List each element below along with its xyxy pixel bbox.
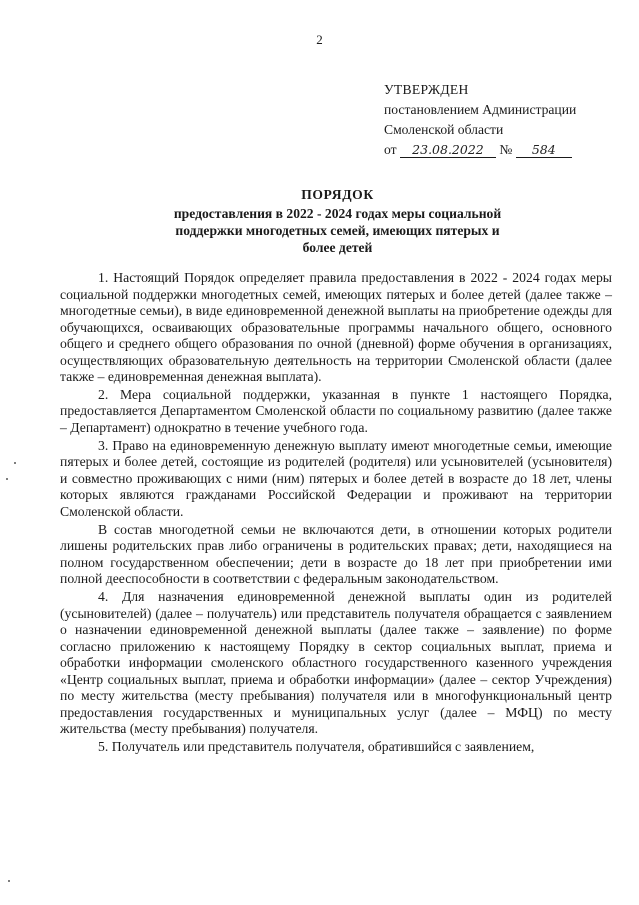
approval-line-resolution: постановлением Администрации [384,102,577,117]
scan-speck [6,478,8,480]
title-subtitle-line-2: поддержки многодетных семей, имеющих пятерых и [175,223,500,238]
scan-speck [8,880,10,882]
approval-line-region: Смоленской области [384,122,504,137]
scan-speck [14,462,16,464]
title-subtitle-line-1: предоставления в 2022 - 2024 годах меры социальной [173,206,502,221]
paragraph-2: 2. Мера социальной поддержки, указанная в пункте 1 настоящего Порядка, предоставляется Департаментом Смоленской области по социальному развитию (далее также – Департамент) однократно в течение учебного года. [60,386,612,435]
approval-date-prefix: от [384,142,397,157]
document-body [60,270,612,757]
page-number: 2 [316,32,323,47]
title-subtitle-line-3: более детей [302,240,373,255]
handwritten-date: 23.08.2022 [400,142,496,158]
paragraph-3-continued: В состав многодетной семьи не включаются дети, в отношении которых родители лишены родительских прав либо ограничены в родительских правах; дети, находящиеся на полном государственном обеспечении; дети в возрасте до 18 лет при приобретении ими полной дееспособности в соответствии с федеральным законодательством. [60,521,612,587]
approval-stamp-block [384,80,624,160]
handwritten-number: 584 [516,142,572,158]
approval-date-line [384,140,624,160]
paragraph-3: 3. Право на единовременную денежную выплату имеют многодетные семьи, имеющие пятерых и более детей, состоящие из родителей (родителя) или усыновителей (усыновителя) и совместно проживающих с ними (ним) пятерых и более детей в возрасте до 18 лет, члены которых являются гражданами Российской Федерации и проживают на территории Смоленской области. [60,437,612,519]
paragraph-1: 1. Настоящий Порядок определяет правила предоставления в 2022 - 2024 годах меры социальной поддержки многодетных семей, имеющих пятерых и более детей (далее также – многодетные семьи), в виде единовременной денежной выплаты на приобретение одежды для обучающихся, осваивающих образовательные программы начального общего, основного общего и среднего общего образования по очной (дневной) форме обучения в организациях, осуществляющих образовательную деятельность на территории Смоленской области (далее также – единовременная денежная выплата). [60,270,612,384]
document-title [60,186,615,256]
title-main: ПОРЯДОК [301,187,374,202]
approval-heading: УТВЕРЖДЕН [384,82,469,97]
number-sign: № [499,142,513,157]
paragraph-5: 5. Получатель или представитель получателя, обратившийся с заявлением, [98,738,535,754]
paragraph-4: 4. Для назначения единовременной денежной выплаты один из родителей (усыновителей) (далее – получатель) или представитель получателя обращается с заявлением о назначении единовременной денежной выплаты (далее также – заявление) по форме согласно приложению к настоящему Порядку в сектор социальных выплат, приема и обработки информации смоленского областного государственного казенного учреждения «Центр социальных выплат, приема и обработки информации» (далее – сектор Учреждения) по месту жительства (месту пребывания) получателя или в многофункциональный центр предоставления государственных и муниципальных услуг (далее – МФЦ) по месту жительства (месту пребывания) получателя. [60,589,612,737]
